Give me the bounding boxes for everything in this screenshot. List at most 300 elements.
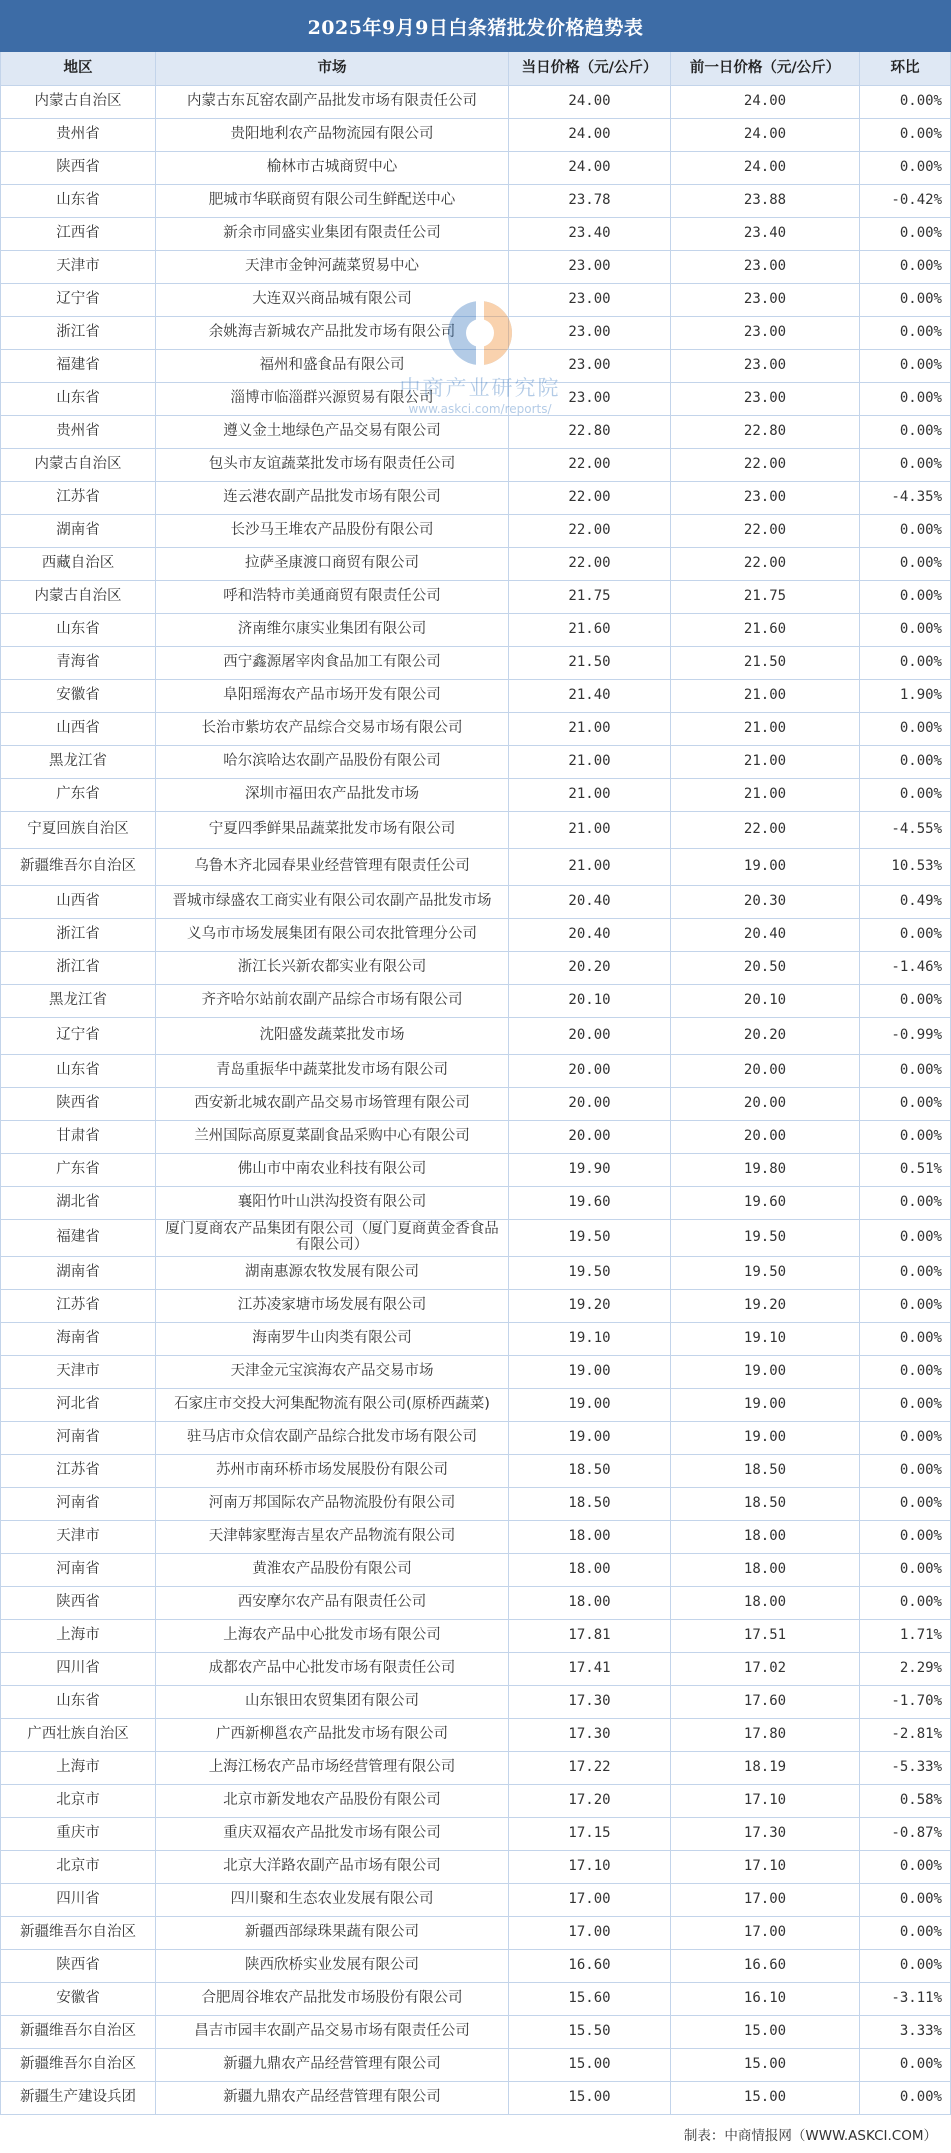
- cell-region: 广西壮族自治区: [0, 1719, 155, 1751]
- cell-market: 苏州市南环桥市场发展股份有限公司: [155, 1455, 508, 1487]
- cell-market: 广西新柳邕农产品批发市场有限公司: [155, 1719, 508, 1751]
- cell-previous-price: 15.00: [670, 2016, 859, 2048]
- table-row: [0, 2082, 951, 2115]
- cell-change: 0.00%: [859, 1554, 951, 1586]
- cell-market: 兰州国际高原夏菜副食品采购中心有限公司: [155, 1121, 508, 1153]
- cell-change: 0.00%: [859, 779, 951, 811]
- table-row: [0, 2049, 951, 2082]
- cell-region: 山东省: [0, 383, 155, 415]
- cell-market: 榆林市古城商贸中心: [155, 152, 508, 184]
- cell-change: -1.70%: [859, 1686, 951, 1718]
- table-row: [0, 1154, 951, 1187]
- cell-previous-price: 19.00: [670, 1422, 859, 1454]
- cell-market: 内蒙古东瓦窑农副产品批发市场有限责任公司: [155, 86, 508, 118]
- cell-change: 0.00%: [859, 1884, 951, 1916]
- cell-previous-price: 18.50: [670, 1488, 859, 1520]
- cell-today-price: 17.00: [508, 1884, 670, 1916]
- cell-market: 山东银田农贸集团有限公司: [155, 1686, 508, 1718]
- cell-region: 内蒙古自治区: [0, 581, 155, 613]
- cell-region: 上海市: [0, 1752, 155, 1784]
- cell-today-price: 18.50: [508, 1455, 670, 1487]
- cell-market: 河南万邦国际农产品物流股份有限公司: [155, 1488, 508, 1520]
- cell-previous-price: 20.10: [670, 985, 859, 1017]
- cell-previous-price: 19.60: [670, 1187, 859, 1219]
- cell-previous-price: 24.00: [670, 119, 859, 151]
- cell-change: 0.51%: [859, 1154, 951, 1186]
- cell-today-price: 16.60: [508, 1950, 670, 1982]
- cell-region: 天津市: [0, 1356, 155, 1388]
- cell-region: 安徽省: [0, 680, 155, 712]
- table-row: [0, 1983, 951, 2016]
- table-row: [0, 383, 951, 416]
- cell-change: -0.87%: [859, 1818, 951, 1850]
- cell-change: -2.81%: [859, 1719, 951, 1751]
- cell-market: 重庆双福农产品批发市场有限公司: [155, 1818, 508, 1850]
- cell-today-price: 23.40: [508, 218, 670, 250]
- cell-change: 0.00%: [859, 985, 951, 1017]
- cell-previous-price: 18.19: [670, 1752, 859, 1784]
- cell-market: 肥城市华联商贸有限公司生鲜配送中心: [155, 185, 508, 217]
- table-row: [0, 1521, 951, 1554]
- cell-change: -0.42%: [859, 185, 951, 217]
- cell-region: 广东省: [0, 1154, 155, 1186]
- cell-region: 黑龙江省: [0, 746, 155, 778]
- cell-market: 义乌市市场发展集团有限公司农批管理分公司: [155, 919, 508, 951]
- cell-market: 黄淮农产品股份有限公司: [155, 1554, 508, 1586]
- cell-previous-price: 22.80: [670, 416, 859, 448]
- cell-previous-price: 22.00: [670, 548, 859, 580]
- cell-today-price: 19.00: [508, 1356, 670, 1388]
- cell-today-price: 20.00: [508, 1018, 670, 1054]
- cell-today-price: 24.00: [508, 152, 670, 184]
- table-row: [0, 317, 951, 350]
- cell-change: 0.00%: [859, 1917, 951, 1949]
- cell-region: 陕西省: [0, 1088, 155, 1120]
- cell-change: 0.00%: [859, 614, 951, 646]
- table-row: [0, 218, 951, 251]
- cell-change: 0.00%: [859, 1488, 951, 1520]
- cell-change: 0.00%: [859, 416, 951, 448]
- cell-change: 0.00%: [859, 515, 951, 547]
- cell-change: 0.00%: [859, 317, 951, 349]
- cell-today-price: 24.00: [508, 86, 670, 118]
- cell-region: 天津市: [0, 1521, 155, 1553]
- cell-market: 乌鲁木齐北园春果业经营管理有限责任公司: [155, 849, 508, 885]
- cell-region: 江西省: [0, 218, 155, 250]
- cell-region: 陕西省: [0, 1950, 155, 1982]
- cell-previous-price: 17.10: [670, 1851, 859, 1883]
- cell-today-price: 20.00: [508, 1121, 670, 1153]
- cell-region: 广东省: [0, 779, 155, 811]
- cell-region: 浙江省: [0, 952, 155, 984]
- cell-market: 驻马店市众信农副产品综合批发市场有限公司: [155, 1422, 508, 1454]
- table-row: [0, 1488, 951, 1521]
- table-row: [0, 86, 951, 119]
- cell-region: 山西省: [0, 886, 155, 918]
- cell-change: 0.00%: [859, 284, 951, 316]
- cell-region: 重庆市: [0, 1818, 155, 1850]
- header-today-price: 当日价格（元/公斤）: [508, 52, 670, 85]
- table-row: [0, 1818, 951, 1851]
- cell-today-price: 21.60: [508, 614, 670, 646]
- cell-region: 辽宁省: [0, 284, 155, 316]
- table-row: [0, 1917, 951, 1950]
- cell-market: 西宁鑫源屠宰肉食品加工有限公司: [155, 647, 508, 679]
- cell-region: 四川省: [0, 1653, 155, 1685]
- cell-region: 山东省: [0, 614, 155, 646]
- cell-market: 四川聚和生态农业发展有限公司: [155, 1884, 508, 1916]
- cell-previous-price: 17.10: [670, 1785, 859, 1817]
- cell-change: 3.33%: [859, 2016, 951, 2048]
- cell-market: 天津金元宝滨海农产品交易市场: [155, 1356, 508, 1388]
- cell-change: 0.00%: [859, 919, 951, 951]
- cell-today-price: 17.15: [508, 1818, 670, 1850]
- cell-market: 大连双兴商品城有限公司: [155, 284, 508, 316]
- cell-region: 西藏自治区: [0, 548, 155, 580]
- cell-change: 0.00%: [859, 1220, 951, 1256]
- cell-previous-price: 24.00: [670, 86, 859, 118]
- cell-today-price: 20.00: [508, 1055, 670, 1087]
- table-row: [0, 1389, 951, 1422]
- cell-today-price: 22.00: [508, 482, 670, 514]
- cell-market: 襄阳竹叶山洪沟投资有限公司: [155, 1187, 508, 1219]
- cell-previous-price: 21.00: [670, 779, 859, 811]
- cell-previous-price: 17.60: [670, 1686, 859, 1718]
- cell-region: 新疆生产建设兵团: [0, 2082, 155, 2114]
- cell-change: 10.53%: [859, 849, 951, 885]
- cell-region: 青海省: [0, 647, 155, 679]
- cell-today-price: 20.20: [508, 952, 670, 984]
- cell-previous-price: 21.75: [670, 581, 859, 613]
- table-row: [0, 919, 951, 952]
- cell-previous-price: 15.00: [670, 2049, 859, 2081]
- cell-region: 河南省: [0, 1422, 155, 1454]
- cell-previous-price: 15.00: [670, 2082, 859, 2114]
- table-row: [0, 251, 951, 284]
- cell-previous-price: 21.50: [670, 647, 859, 679]
- cell-market: 贵阳地利农产品物流园有限公司: [155, 119, 508, 151]
- cell-market: 合肥周谷堆农产品批发市场股份有限公司: [155, 1983, 508, 2015]
- cell-previous-price: 17.00: [670, 1917, 859, 1949]
- cell-market: 青岛重振华中蔬菜批发市场有限公司: [155, 1055, 508, 1087]
- cell-region: 江苏省: [0, 1290, 155, 1322]
- cell-change: 0.00%: [859, 383, 951, 415]
- cell-region: 贵州省: [0, 416, 155, 448]
- cell-previous-price: 21.00: [670, 746, 859, 778]
- cell-today-price: 17.30: [508, 1686, 670, 1718]
- cell-today-price: 23.00: [508, 383, 670, 415]
- cell-region: 新疆维吾尔自治区: [0, 849, 155, 885]
- cell-today-price: 15.50: [508, 2016, 670, 2048]
- cell-market: 湖南惠源农牧发展有限公司: [155, 1257, 508, 1289]
- table-row: [0, 886, 951, 919]
- cell-region: 江苏省: [0, 1455, 155, 1487]
- cell-market: 呼和浩特市美通商贸有限责任公司: [155, 581, 508, 613]
- cell-today-price: 19.50: [508, 1220, 670, 1256]
- cell-today-price: 21.00: [508, 746, 670, 778]
- table-row: [0, 482, 951, 515]
- cell-region: 福建省: [0, 350, 155, 382]
- cell-previous-price: 22.00: [670, 812, 859, 848]
- cell-today-price: 23.00: [508, 317, 670, 349]
- cell-today-price: 19.00: [508, 1389, 670, 1421]
- cell-region: 海南省: [0, 1323, 155, 1355]
- table-row: [0, 1088, 951, 1121]
- cell-previous-price: 21.60: [670, 614, 859, 646]
- cell-region: 新疆维吾尔自治区: [0, 2049, 155, 2081]
- table-row: [0, 1851, 951, 1884]
- cell-region: 山东省: [0, 185, 155, 217]
- cell-previous-price: 20.20: [670, 1018, 859, 1054]
- cell-previous-price: 17.00: [670, 1884, 859, 1916]
- table-row: [0, 1018, 951, 1055]
- cell-change: 0.00%: [859, 1290, 951, 1322]
- cell-previous-price: 19.50: [670, 1220, 859, 1256]
- cell-market: 北京市新发地农产品股份有限公司: [155, 1785, 508, 1817]
- cell-today-price: 21.75: [508, 581, 670, 613]
- cell-today-price: 21.40: [508, 680, 670, 712]
- cell-previous-price: 22.00: [670, 515, 859, 547]
- table-row: [0, 119, 951, 152]
- cell-today-price: 19.00: [508, 1422, 670, 1454]
- cell-region: 山东省: [0, 1055, 155, 1087]
- cell-today-price: 19.10: [508, 1323, 670, 1355]
- cell-today-price: 18.50: [508, 1488, 670, 1520]
- table-row: [0, 1653, 951, 1686]
- cell-change: 0.00%: [859, 746, 951, 778]
- table-row: [0, 1323, 951, 1356]
- cell-today-price: 21.00: [508, 812, 670, 848]
- cell-previous-price: 20.00: [670, 1121, 859, 1153]
- table-row: [0, 1752, 951, 1785]
- cell-previous-price: 23.00: [670, 251, 859, 283]
- table-row: [0, 1187, 951, 1220]
- cell-today-price: 15.00: [508, 2049, 670, 2081]
- cell-previous-price: 21.00: [670, 713, 859, 745]
- cell-previous-price: 20.50: [670, 952, 859, 984]
- cell-market: 晋城市绿盛农工商实业有限公司农副产品批发市场: [155, 886, 508, 918]
- cell-previous-price: 19.20: [670, 1290, 859, 1322]
- cell-today-price: 21.50: [508, 647, 670, 679]
- cell-market: 包头市友谊蔬菜批发市场有限责任公司: [155, 449, 508, 481]
- cell-previous-price: 18.00: [670, 1554, 859, 1586]
- cell-change: 0.00%: [859, 218, 951, 250]
- footer-source: 制表：中商情报网（WWW.ASKCI.COM）: [683, 2128, 937, 2144]
- cell-today-price: 17.00: [508, 1917, 670, 1949]
- cell-change: 2.29%: [859, 1653, 951, 1685]
- cell-region: 新疆维吾尔自治区: [0, 2016, 155, 2048]
- cell-market: 海南罗牛山肉类有限公司: [155, 1323, 508, 1355]
- cell-market: 成都农产品中心批发市场有限责任公司: [155, 1653, 508, 1685]
- cell-today-price: 24.00: [508, 119, 670, 151]
- cell-previous-price: 20.00: [670, 1055, 859, 1087]
- cell-market: 昌吉市园丰农副产品交易市场有限责任公司: [155, 2016, 508, 2048]
- cell-region: 福建省: [0, 1220, 155, 1256]
- table-row: [0, 515, 951, 548]
- cell-today-price: 21.00: [508, 849, 670, 885]
- cell-change: 0.00%: [859, 449, 951, 481]
- cell-region: 河北省: [0, 1389, 155, 1421]
- cell-change: -0.99%: [859, 1018, 951, 1054]
- cell-previous-price: 22.00: [670, 449, 859, 481]
- cell-market: 佛山市中南农业科技有限公司: [155, 1154, 508, 1186]
- table-row: [0, 1220, 951, 1257]
- table-row: [0, 779, 951, 812]
- cell-change: 0.00%: [859, 1356, 951, 1388]
- table-row: [0, 284, 951, 317]
- cell-market: 淄博市临淄群兴源贸易有限公司: [155, 383, 508, 415]
- table-row: [0, 152, 951, 185]
- cell-previous-price: 23.00: [670, 317, 859, 349]
- cell-market: 新疆西部绿珠果蔬有限公司: [155, 1917, 508, 1949]
- cell-region: 宁夏回族自治区: [0, 812, 155, 848]
- table-body: [0, 86, 951, 2115]
- cell-market: 天津市金钟河蔬菜贸易中心: [155, 251, 508, 283]
- cell-region: 浙江省: [0, 919, 155, 951]
- cell-change: 0.00%: [859, 1121, 951, 1153]
- cell-previous-price: 20.40: [670, 919, 859, 951]
- cell-market: 新疆九鼎农产品经营管理有限公司: [155, 2082, 508, 2114]
- table-row: [0, 1055, 951, 1088]
- cell-change: -5.33%: [859, 1752, 951, 1784]
- cell-today-price: 21.00: [508, 713, 670, 745]
- cell-change: -4.55%: [859, 812, 951, 848]
- cell-change: -4.35%: [859, 482, 951, 514]
- cell-today-price: 19.60: [508, 1187, 670, 1219]
- table-row: [0, 1455, 951, 1488]
- table-row: [0, 416, 951, 449]
- table-row: [0, 952, 951, 985]
- header-change: 环比: [859, 52, 951, 85]
- cell-today-price: 18.00: [508, 1554, 670, 1586]
- table-row: [0, 1686, 951, 1719]
- cell-region: 河南省: [0, 1488, 155, 1520]
- cell-change: 0.00%: [859, 581, 951, 613]
- cell-change: 0.00%: [859, 1389, 951, 1421]
- cell-previous-price: 17.02: [670, 1653, 859, 1685]
- cell-today-price: 17.20: [508, 1785, 670, 1817]
- table-row: [0, 1356, 951, 1389]
- cell-region: 北京市: [0, 1851, 155, 1883]
- table-row: [0, 1785, 951, 1818]
- table-row: [0, 647, 951, 680]
- cell-previous-price: 21.00: [670, 680, 859, 712]
- cell-today-price: 23.78: [508, 185, 670, 217]
- cell-change: 0.00%: [859, 86, 951, 118]
- cell-market: 石家庄市交投大河集配物流有限公司(原桥西蔬菜): [155, 1389, 508, 1421]
- cell-today-price: 22.00: [508, 515, 670, 547]
- cell-market: 连云港农副产品批发市场有限公司: [155, 482, 508, 514]
- cell-change: 0.00%: [859, 1187, 951, 1219]
- cell-region: 湖北省: [0, 1187, 155, 1219]
- cell-previous-price: 19.80: [670, 1154, 859, 1186]
- cell-region: 四川省: [0, 1884, 155, 1916]
- cell-change: 0.00%: [859, 548, 951, 580]
- table-row: [0, 1587, 951, 1620]
- cell-change: 0.00%: [859, 2082, 951, 2114]
- cell-change: 0.00%: [859, 350, 951, 382]
- cell-market: 陕西欣桥实业发展有限公司: [155, 1950, 508, 1982]
- cell-today-price: 15.60: [508, 1983, 670, 2015]
- cell-previous-price: 19.00: [670, 849, 859, 885]
- table-row: [0, 1121, 951, 1154]
- cell-change: 1.71%: [859, 1620, 951, 1652]
- cell-change: 0.00%: [859, 1257, 951, 1289]
- cell-change: 0.00%: [859, 119, 951, 151]
- cell-region: 山西省: [0, 713, 155, 745]
- cell-market: 新疆九鼎农产品经营管理有限公司: [155, 2049, 508, 2081]
- cell-change: -3.11%: [859, 1983, 951, 2015]
- cell-previous-price: 19.00: [670, 1389, 859, 1421]
- cell-change: 0.58%: [859, 1785, 951, 1817]
- cell-market: 西安新北城农副产品交易市场管理有限公司: [155, 1088, 508, 1120]
- cell-today-price: 23.00: [508, 284, 670, 316]
- table-row: [0, 2016, 951, 2049]
- cell-market: 江苏凌家塘市场发展有限公司: [155, 1290, 508, 1322]
- cell-today-price: 22.80: [508, 416, 670, 448]
- cell-today-price: 22.00: [508, 548, 670, 580]
- cell-market: 长沙马王堆农产品股份有限公司: [155, 515, 508, 547]
- cell-market: 阜阳瑶海农产品市场开发有限公司: [155, 680, 508, 712]
- cell-change: 1.90%: [859, 680, 951, 712]
- cell-region: 北京市: [0, 1785, 155, 1817]
- cell-change: 0.00%: [859, 1323, 951, 1355]
- cell-region: 山东省: [0, 1686, 155, 1718]
- cell-today-price: 20.00: [508, 1088, 670, 1120]
- cell-previous-price: 18.00: [670, 1521, 859, 1553]
- cell-change: 0.00%: [859, 1055, 951, 1087]
- cell-change: 0.00%: [859, 647, 951, 679]
- table-title: 2025年9月9日白条猪批发价格趋势表: [0, 0, 951, 52]
- watermark-brand: 中商产业研究院: [399, 376, 561, 400]
- table-header-row: [0, 52, 951, 86]
- header-market: 市场: [155, 52, 508, 85]
- price-table: [0, 52, 951, 2115]
- watermark-url: www.askci.com/reports/: [408, 402, 552, 416]
- cell-previous-price: 18.50: [670, 1455, 859, 1487]
- cell-previous-price: 17.51: [670, 1620, 859, 1652]
- cell-today-price: 19.50: [508, 1257, 670, 1289]
- cell-market: 余姚海吉新城农产品批发市场有限公司: [155, 317, 508, 349]
- cell-region: 上海市: [0, 1620, 155, 1652]
- table-row: [0, 449, 951, 482]
- table-row: [0, 1290, 951, 1323]
- cell-previous-price: 23.88: [670, 185, 859, 217]
- cell-market: 福州和盛食品有限公司: [155, 350, 508, 382]
- cell-previous-price: 16.60: [670, 1950, 859, 1982]
- cell-region: 内蒙古自治区: [0, 86, 155, 118]
- cell-today-price: 23.00: [508, 251, 670, 283]
- cell-region: 湖南省: [0, 1257, 155, 1289]
- cell-today-price: 15.00: [508, 2082, 670, 2114]
- cell-change: 0.00%: [859, 1422, 951, 1454]
- cell-region: 黑龙江省: [0, 985, 155, 1017]
- cell-today-price: 20.10: [508, 985, 670, 1017]
- cell-previous-price: 23.00: [670, 284, 859, 316]
- cell-previous-price: 17.30: [670, 1818, 859, 1850]
- cell-change: 0.00%: [859, 251, 951, 283]
- cell-region: 辽宁省: [0, 1018, 155, 1054]
- header-region: 地区: [0, 52, 155, 85]
- table-row: [0, 1950, 951, 1983]
- cell-change: 0.00%: [859, 2049, 951, 2081]
- table-row: [0, 1884, 951, 1917]
- cell-region: 江苏省: [0, 482, 155, 514]
- cell-market: 哈尔滨哈达农副产品股份有限公司: [155, 746, 508, 778]
- table-row: [0, 849, 951, 886]
- cell-previous-price: 18.00: [670, 1587, 859, 1619]
- cell-change: 0.00%: [859, 713, 951, 745]
